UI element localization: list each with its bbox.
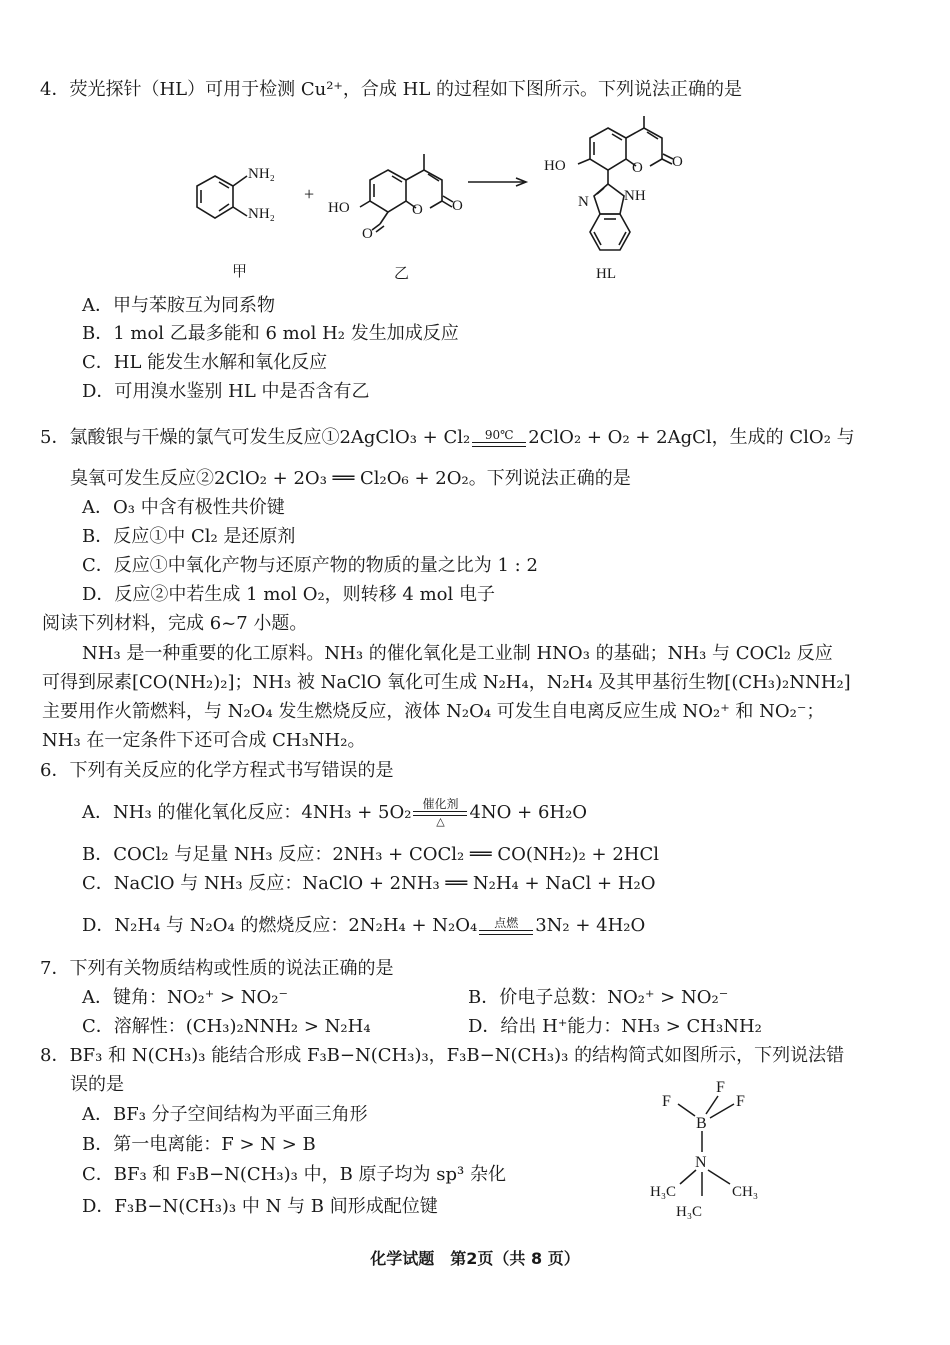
q5-option-c: C．反应①中氧化产物与还原产物的物质的量之比为 1 : 2 (82, 555, 538, 576)
q7-option-a: A．键角：NO₂⁺ > NO₂⁻ (82, 987, 288, 1008)
reading-line-3: 主要用作火箭燃料，与 N₂O₄ 发生燃烧反应，液体 N₂O₄ 可发生自电离反应生成 NO₂⁺ 和 NO₂⁻； (42, 701, 825, 722)
q8-stem-line2: 误的是 (70, 1074, 124, 1095)
q5-eq1-left: 5．氯酸银与干燥的氯气可发生反应①2AgClO₃ + Cl₂ (40, 427, 471, 448)
q4-stem: 4．荧光探针（HL）可用于检测 Cu²⁺，合成 HL 的过程如下图所示。下列说法正确的是 (40, 79, 742, 100)
q6-option-d (82, 914, 645, 938)
q8-option-a: A．BF₃ 分子空间结构为平面三角形 (82, 1104, 368, 1125)
yi-ho: HO (328, 200, 350, 216)
label-yi: 乙 (394, 266, 410, 282)
methyl-left: H₃C (650, 1184, 677, 1200)
q7-option-d: D．给出 H⁺能力：NH₃ > CH₃NH₂ (468, 1016, 762, 1037)
q5-option-a: A．O₃ 中含有极性共价键 (82, 497, 285, 518)
jia-nh2-top: NH₂ (248, 166, 275, 182)
q5-eq1-arrow (472, 429, 526, 447)
b-atom: B (696, 1115, 707, 1132)
methyl-bottom: H₃C (676, 1204, 703, 1220)
q6-stem: 6．下列有关反应的化学方程式书写错误的是 (40, 760, 394, 781)
q8-option-c: C．BF₃ 和 F₃B−N(CH₃)₃ 中，B 原子均为 sp³ 杂化 (82, 1164, 506, 1185)
q7-stem: 7．下列有关物质结构或性质的说法正确的是 (40, 958, 394, 979)
q6-a-right: 4NO + 6H₂O (469, 802, 588, 823)
reading-line-2: 可得到尿素[CO(NH₂)₂]；NH₃ 被 NaClO 氧化可生成 N₂H₄，N₂H₄ 及其甲基衍生物[(CH₃)₂NNH₂] (42, 672, 851, 693)
f-atom-left: F (662, 1093, 671, 1110)
q4-option-c: C．HL 能发生水解和氧化反应 (82, 352, 328, 373)
q6-option-b: B．COCl₂ 与足量 NH₃ 反应：2NH₃ + COCl₂ ══ CO(NH₂)₂ + 2HCl (82, 844, 660, 865)
yi-aldehyde-o: O (362, 226, 373, 242)
q5-eq1-condition: 90℃ (484, 428, 514, 442)
plus-sign: + (304, 184, 315, 204)
q5-option-b: B．反应①中 Cl₂ 是还原剂 (82, 526, 296, 547)
page-footer: 化学试题 第2页（共 8 页） (370, 1249, 580, 1268)
reading-intro: 阅读下列材料，完成 6~7 小题。 (42, 613, 308, 634)
q5-stem-line1 (40, 426, 855, 450)
q6-a-heat: △ (436, 815, 445, 828)
q6-d-right: 3N₂ + 4H₂O (535, 915, 646, 936)
label-hl: HL (596, 266, 616, 282)
q6-a-left: A．NH₃ 的催化氧化反应：4NH₃ + 5O₂ (82, 802, 412, 823)
q7-option-b: B．价电子总数：NO₂⁺ > NO₂⁻ (468, 987, 729, 1008)
q6-a-arrow (413, 798, 467, 828)
q5-stem-line2: 臭氧可发生反应②2ClO₂ + 2O₃ ══ Cl₂O₆ + 2O₂。下列说法正确的是 (70, 468, 631, 489)
jia-nh2-bottom: NH₂ (248, 206, 275, 222)
q7-option-c: C．溶解性：(CH₃)₂NNH₂ > N₂H₄ (82, 1016, 371, 1037)
q6-option-a (82, 798, 587, 828)
q5-option-d: D．反应②中若生成 1 mol O₂，则转移 4 mol 电子 (82, 584, 495, 605)
q8-option-b: B．第一电离能：F > N > B (82, 1134, 316, 1155)
q4-option-a: A．甲与苯胺互为同系物 (82, 295, 275, 316)
f-atom-right: F (736, 1093, 745, 1110)
q6-d-arrow (479, 917, 533, 935)
reading-line-4: NH₃ 在一定条件下还可合成 CH₃NH₂。 (42, 730, 366, 751)
q4-reaction-scheme (150, 108, 710, 288)
q5-eq1-right: 2ClO₂ + O₂ + 2AgCl，生成的 ClO₂ 与 (528, 427, 855, 448)
yi-ring-o: O (412, 202, 423, 218)
f-atom-top: F (716, 1079, 725, 1096)
n-atom: N (695, 1154, 707, 1171)
q8-option-d: D．F₃B−N(CH₃)₃ 中 N 与 B 间形成配位键 (82, 1196, 438, 1217)
hl-nh: NH (624, 188, 646, 204)
label-jia: 甲 (232, 264, 248, 280)
q4-option-b: B．1 mol 乙最多能和 6 mol H₂ 发生加成反应 (82, 323, 459, 344)
q6-d-ignite: 点燃 (494, 916, 519, 930)
reading-line-1: NH₃ 是一种重要的化工原料。NH₃ 的催化氧化是工业制 HNO₃ 的基础；NH₃ 与 COCl₂ 反应 (82, 643, 833, 664)
q6-option-c: C．NaClO 与 NH₃ 反应：NaClO + 2NH₃ ══ N₂H₄ + NaCl + H₂O (82, 873, 656, 894)
hl-n: N (578, 194, 589, 210)
f3b-nme3-structure (640, 1074, 780, 1224)
hl-ho: HO (544, 158, 566, 174)
q6-d-left: D．N₂H₄ 与 N₂O₄ 的燃烧反应：2N₂H₄ + N₂O₄ (82, 915, 478, 936)
q8-structure-figure (640, 1074, 780, 1224)
q8-stem-line1: 8．BF₃ 和 N(CH₃)₃ 能结合形成 F₃B−N(CH₃)₃，F₃B−N(CH₃)₃ 的结构简式如图所示，下列说法错 (40, 1045, 845, 1066)
yi-ketone-o: O (452, 198, 463, 214)
q4-option-d: D．可用溴水鉴别 HL 中是否含有乙 (82, 381, 370, 402)
q6-a-catalyst: 催化剂 (422, 797, 459, 811)
hl-ketone-o: O (672, 154, 683, 170)
hl-ring-o: O (632, 160, 643, 176)
methyl-right: CH₃ (732, 1184, 759, 1200)
q4-synthesis-figure (150, 108, 710, 288)
